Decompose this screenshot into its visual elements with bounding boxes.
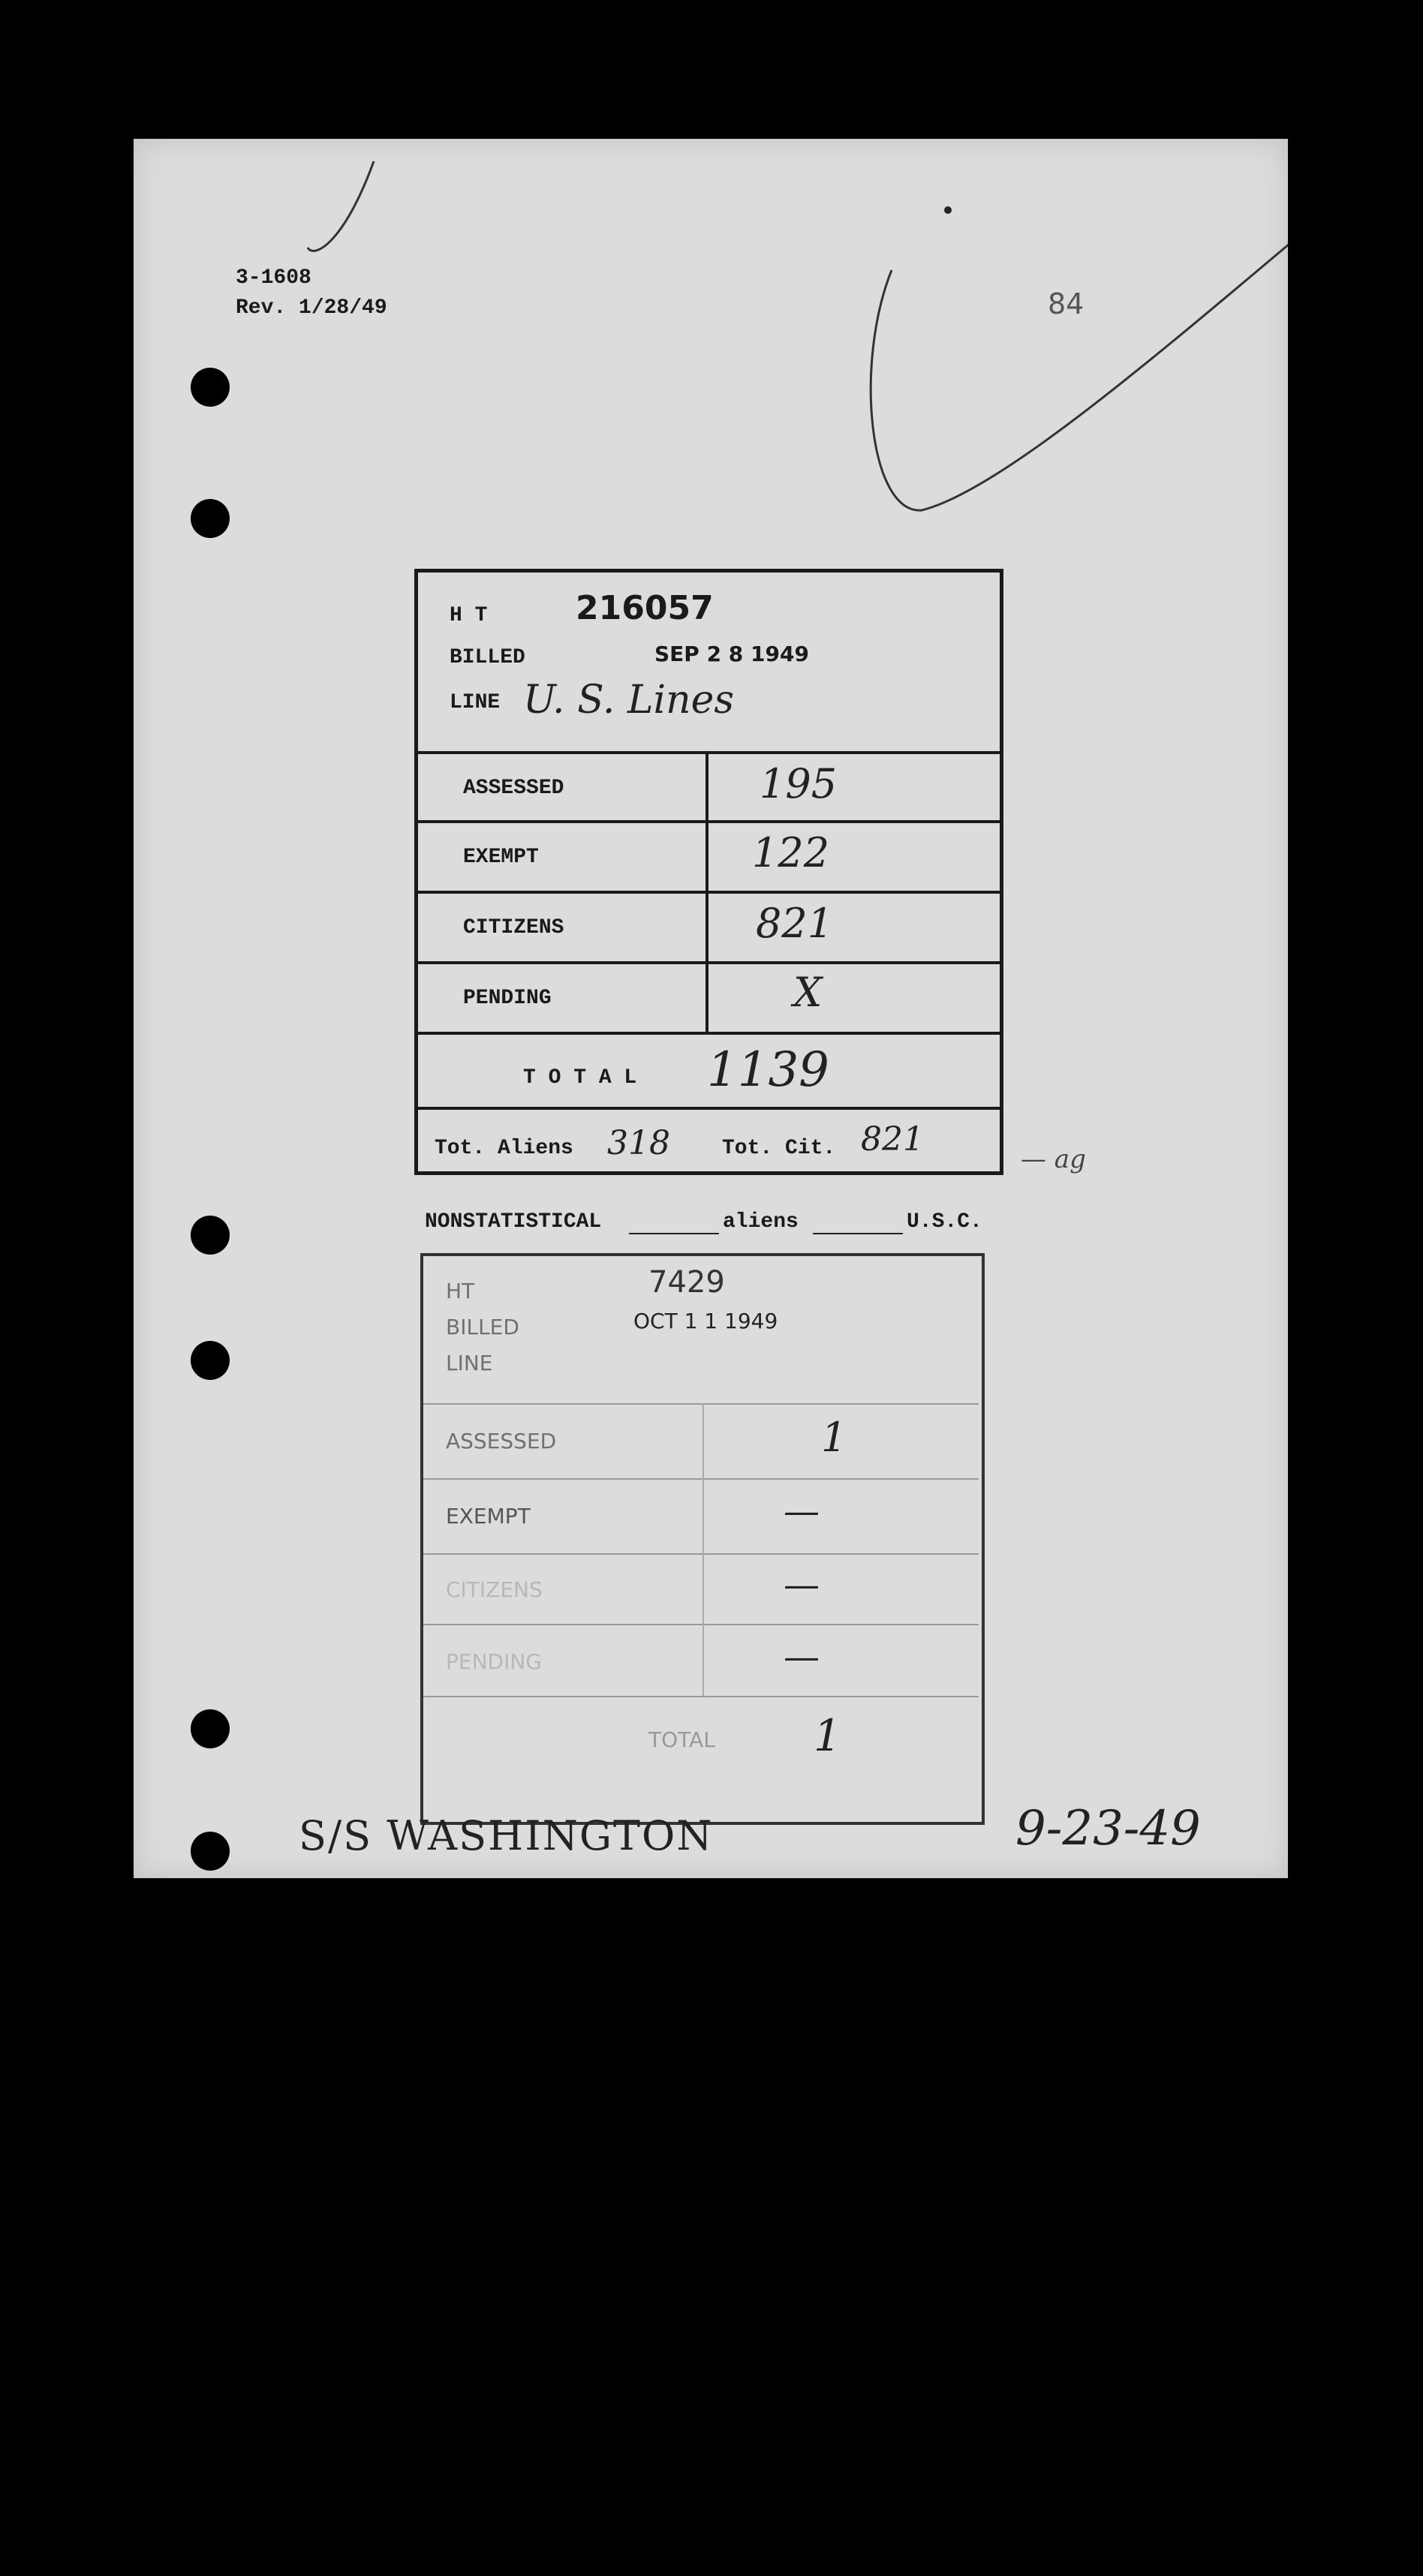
second-line-label: LINE [446,1351,493,1375]
second-total-label: TOTAL [648,1727,715,1752]
punch-hole [191,1341,230,1380]
total-label: T O T A L [523,1066,637,1090]
form-revision: Rev. 1/28/49 [236,296,387,320]
exempt-value: 122 [752,829,830,876]
second-citizens-label: CITIZENS [446,1577,543,1602]
total-value: 1139 [707,1042,829,1098]
form-number: 3-1608 [236,266,311,290]
tot-aliens-label: Tot. Aliens [435,1137,573,1160]
usc-label: U.S.C. [907,1210,982,1234]
nonstatistical-blank [629,1233,719,1234]
margin-note: — ag [1021,1144,1086,1174]
second-billed-date: OCT 1 1 1949 [633,1309,778,1333]
billed-label: BILLED [450,646,525,669]
assessed-label: ASSESSED [463,777,564,800]
second-ht-label: HT [446,1279,475,1303]
ht-number: 216057 [576,589,714,627]
aliens-label: aliens [723,1210,799,1234]
tot-cit-label: Tot. Cit. [722,1137,836,1160]
line-value: U. S. Lines [523,678,735,723]
page-number: 84 [1048,287,1085,320]
second-ht-number: 7429 [648,1265,725,1300]
assessed-value: 195 [760,760,838,807]
pending-value: X [793,969,823,1016]
second-total-value: 1 [814,1710,841,1761]
tot-cit-value: 821 [861,1120,924,1159]
nonstatistical-label: NONSTATISTICAL [425,1210,602,1234]
second-exempt-value: — [784,1490,820,1532]
billed-date: SEP 2 8 1949 [654,642,809,666]
document-page [134,139,1288,1878]
second-pending-value: — [784,1636,820,1678]
exempt-label: EXEMPT [463,846,539,869]
tot-aliens-value: 318 [607,1124,670,1162]
ht-label: H T [450,604,488,627]
second-ht-card [420,1253,985,1825]
aliens-blank [813,1233,903,1234]
citizens-value: 821 [756,900,834,947]
line-label: LINE [450,691,501,714]
ship-name: S/S WASHINGTON [299,1812,714,1859]
punch-hole [191,1832,230,1871]
second-assessed-value: 1 [821,1414,847,1461]
punch-hole [191,1216,230,1255]
citizens-label: CITIZENS [463,916,564,939]
check-mark-icon [134,139,1288,589]
second-billed-label: BILLED [446,1315,519,1339]
punch-hole [191,1709,230,1748]
second-exempt-label: EXEMPT [446,1504,531,1528]
footer-date: 9-23-49 [1015,1801,1201,1856]
main-ht-card [414,569,1003,1175]
pending-label: PENDING [463,987,552,1010]
second-citizens-value: — [784,1564,820,1606]
second-assessed-label: ASSESSED [446,1429,557,1453]
second-pending-label: PENDING [446,1649,542,1674]
